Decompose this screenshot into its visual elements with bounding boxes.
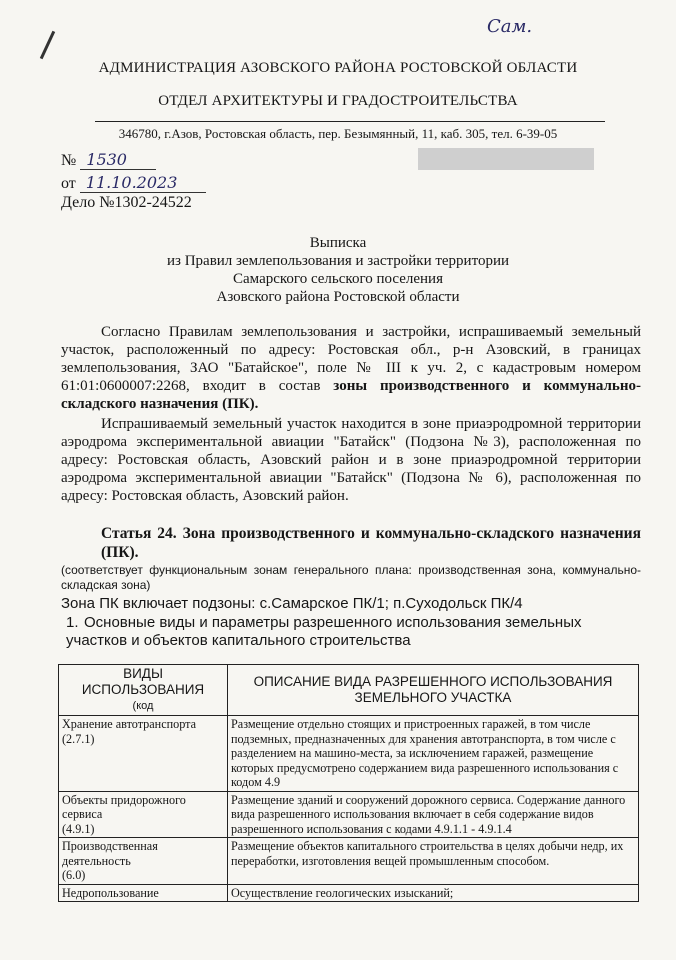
type-name: Объекты придорожного сервиса	[62, 792, 186, 821]
table-row	[59, 791, 639, 838]
type-code: (4.9.1)	[62, 821, 95, 836]
list-item	[66, 614, 626, 650]
handwritten-margin-note: Сам.	[487, 16, 533, 37]
department-name: ОТДЕЛ АРХИТЕКТУРЫ И ГРАДОСТРОИТЕЛЬСТВА	[158, 93, 518, 109]
table-header-row	[59, 665, 639, 716]
table-header-description: ОПИСАНИЕ ВИДА РАЗРЕШЕННОГО ИСПОЛЬЗОВАНИЯ ЗЕМЕЛЬНОГО УЧАСТКА	[228, 665, 639, 716]
list-item-number: 1.	[66, 614, 79, 631]
redacted-block	[418, 148, 594, 170]
table-row	[59, 838, 639, 885]
header-divider	[95, 121, 605, 122]
paragraph-zone-membership	[61, 323, 641, 413]
paragraph-aerodrome: Испрашиваемый земельный участок находится в зоне приаэродромной территории аэродрома экспериментальной авиации "Батайск" (Подзона №3), расположенная по адресу: Ростовская область, Азовский район и в зоне приаэродромной территории аэродрома экспериментальной авиации "Батайск" (Подзона № 6), расположенная по адресу: Ростовская область, Азовский район.	[61, 416, 641, 504]
registration-number	[61, 150, 156, 170]
type-name: Недропользование	[62, 885, 159, 900]
table-cell-description: Размещение отдельно стоящих и пристроенных гаражей, в том числе подземных, предназначенных для хранения автотранспорта, в том числе с разделением на машино-места, за исключением гаражей, размещение которых предусмотрено содержанием вида разрешенного использования с кодом 4.9	[228, 716, 639, 792]
type-name: Производственная деятельность	[62, 839, 158, 868]
extract-subtitle-3: Азовского района Ростовской области	[216, 289, 460, 305]
department-address: 346780, г.Азов, Ростовская область, пер. Безымянный, 11, каб. 305, тел. 6-39-05	[118, 126, 558, 141]
table-cell-description: Осуществление геологических изысканий;	[228, 884, 639, 902]
table-cell-type	[59, 716, 228, 792]
type-code: (6.0)	[62, 868, 86, 882]
table-row	[59, 716, 639, 792]
table-cell-description: Размещение объектов капитального строительства в целях добычи недр, их переработки, изготовления вещей промышленным способом.	[228, 838, 639, 885]
paragraph-zone-text: Согласно Правилам землепользования и застройки, испрашиваемый земельный участок, расположенный по адресу: Ростовская обл., р-н Азовский, в границах землепользования, ЗАО "Батайское", поле № III к уч. 2, с кадастровым номером 61:01:0600007:2268, входит в состав	[61, 324, 641, 394]
subzones-line: Зона ПК включает подзоны: с.Самарское ПК/1; п.Суходольск ПК/4	[61, 595, 523, 612]
pen-stroke-mark	[40, 31, 55, 59]
extract-subtitle-1: из Правил землепользования и застройки территории	[167, 253, 509, 269]
article-heading: Статья 24. Зона производственного и коммунально-складского назначения (ПК).	[101, 525, 641, 561]
table-cell-description: Размещение зданий и сооружений дорожного сервиса. Содержание данного вида разрешенного использования включает в себя содержание видов разрешенного использования с кодами 4.9.1.1 - 4.9.1.4	[228, 791, 639, 838]
extract-title: Выписка	[309, 235, 367, 251]
case-number: Дело №1302-24522	[61, 194, 192, 211]
types-header-label: ВИДЫ ИСПОЛЬЗОВАНИЯ	[81, 666, 205, 697]
types-header-sub: (код	[132, 700, 154, 712]
table-cell-type	[59, 884, 228, 902]
organization-name: АДМИНИСТРАЦИЯ АЗОВСКОГО РАЙОНА РОСТОВСКОЙ ОБЛАСТИ	[98, 60, 578, 76]
type-name: Хранение автотранспорта	[62, 717, 197, 731]
registration-date	[61, 173, 206, 193]
table-row	[59, 884, 639, 902]
number-label: №	[61, 152, 77, 169]
number-value: 1530	[80, 150, 156, 170]
usage-table	[58, 664, 639, 902]
zone-name-bold: зоны производственного и коммунально-складского назначения (ПК).	[61, 378, 641, 412]
table-header-types	[59, 665, 228, 716]
type-code: (2.7.1)	[62, 731, 95, 746]
table-cell-type	[59, 838, 228, 885]
article-note: (соответствует функциональным зонам генерального плана: производственная зона, коммунально-складская зона)	[61, 563, 641, 592]
table-cell-type	[59, 791, 228, 838]
extract-subtitle-2: Самарского сельского поселения	[233, 271, 443, 287]
date-value: 11.10.2023	[80, 173, 206, 193]
list-item-text: Основные виды и параметры разрешенного использования земельных участков и объектов капитального строительства	[66, 614, 582, 649]
date-label: от	[61, 175, 76, 192]
